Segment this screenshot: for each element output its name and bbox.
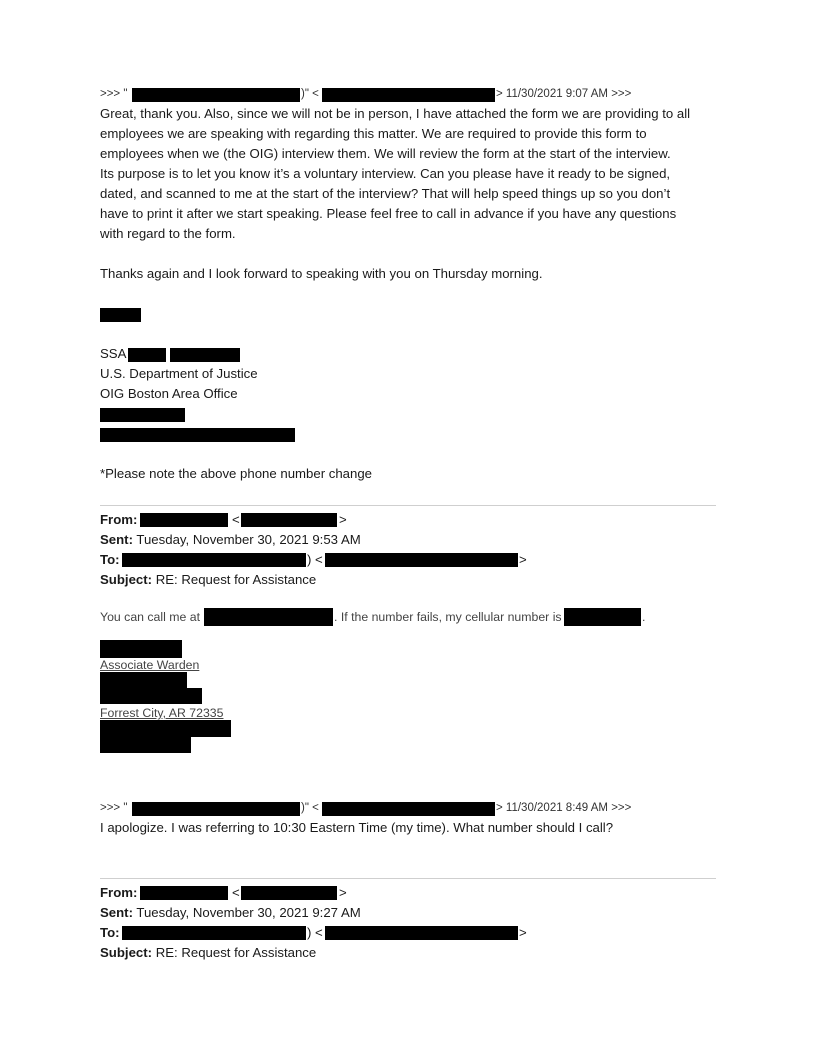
redaction-block — [100, 408, 185, 422]
redaction-block — [132, 802, 300, 816]
to-row: To: — [100, 925, 120, 940]
redaction-block — [100, 308, 141, 322]
angle-close: > — [519, 552, 527, 567]
thanks-line: Thanks again and I look forward to speaking with you on Thursday morning. — [100, 266, 543, 281]
phone-change-note: *Please note the above phone number change — [100, 466, 373, 481]
header-mid: )" < — [301, 802, 319, 814]
redaction-block — [140, 886, 228, 900]
body-line: Its purpose is to let you know it’s a voluntary interview. Can you please have it ready to be signed, — [100, 166, 671, 181]
redaction-block — [170, 348, 240, 362]
document-page — [100, 0, 716, 1056]
header-prefix: >>> " — [100, 88, 128, 100]
signature-title: SSA — [100, 346, 127, 361]
angle-close: > — [339, 885, 347, 900]
redaction-block — [132, 88, 300, 102]
redaction-block — [325, 553, 518, 567]
body-line: employees we are speaking with regarding this matter. We are required to provide this form to — [100, 126, 647, 141]
redaction-block — [322, 88, 495, 102]
forward-header-2: >>> " — [100, 802, 128, 814]
redaction-block — [322, 802, 495, 816]
redaction-block — [325, 926, 518, 940]
redaction-block — [100, 720, 231, 737]
redaction-block — [122, 553, 306, 567]
redaction-block — [100, 640, 182, 658]
redaction-block — [204, 608, 333, 626]
forward-header-1 — [100, 88, 127, 100]
sent-row: Sent: Tuesday, November 30, 2021 9:53 AM — [100, 532, 361, 547]
message-body: I apologize. I was referring to 10:30 Eastern Time (my time). What number should I call? — [100, 820, 614, 835]
redaction-block — [564, 608, 641, 626]
angle-open: < — [232, 885, 240, 900]
body-line: dated, and scanned to me at the start of the interview? That will help speed things up so you don’t — [100, 186, 671, 201]
divider — [100, 878, 716, 879]
signature-role: Associate Warden — [100, 658, 200, 672]
call-text: You can call me at — [100, 610, 201, 624]
angle-close: > — [519, 925, 527, 940]
redaction-block — [140, 513, 228, 527]
header-suffix: > 11/30/2021 9:07 AM >>> — [496, 88, 632, 100]
subject-row: Subject: RE: Request for Assistance — [100, 572, 317, 587]
header-suffix: > 11/30/2021 8:49 AM >>> — [496, 802, 632, 814]
body-line: Great, thank you. Also, since we will not be in person, I have attached the form we are providing to all — [100, 106, 691, 121]
paren-angle: ) < — [307, 552, 323, 567]
divider — [100, 505, 716, 506]
redaction-block — [100, 428, 295, 442]
body-line: have to print it after we start speaking. Please feel free to call in advance if you have any questions — [100, 206, 677, 221]
header-mid: )" < — [301, 88, 319, 100]
call-text: . If the number fails, my cellular number is — [334, 610, 562, 624]
redaction-block — [241, 886, 337, 900]
redaction-block — [122, 926, 306, 940]
body-line: with regard to the form. — [100, 226, 236, 241]
redaction-block — [100, 672, 187, 688]
body-line: employees when we (the OIG) interview them. We will review the form at the start of the interview. — [100, 146, 671, 161]
paren-angle: ) < — [307, 925, 323, 940]
sent-row: Sent: Tuesday, November 30, 2021 9:27 AM — [100, 905, 361, 920]
subject-row: Subject: RE: Request for Assistance — [100, 945, 317, 960]
from-row: From: — [100, 885, 138, 900]
redaction-block — [100, 737, 191, 753]
angle-open: < — [232, 512, 240, 527]
redaction-block — [241, 513, 337, 527]
call-text: . — [642, 610, 646, 624]
redaction-block — [128, 348, 166, 362]
redaction-block — [100, 688, 202, 704]
angle-close: > — [339, 512, 347, 527]
signature-office: OIG Boston Area Office — [100, 386, 238, 401]
message-body — [100, 104, 718, 244]
to-row: To: — [100, 552, 120, 567]
from-row: From: — [100, 512, 138, 527]
signature-department: U.S. Department of Justice — [100, 366, 258, 381]
signature-city: Forrest City, AR 72335 — [100, 706, 224, 720]
